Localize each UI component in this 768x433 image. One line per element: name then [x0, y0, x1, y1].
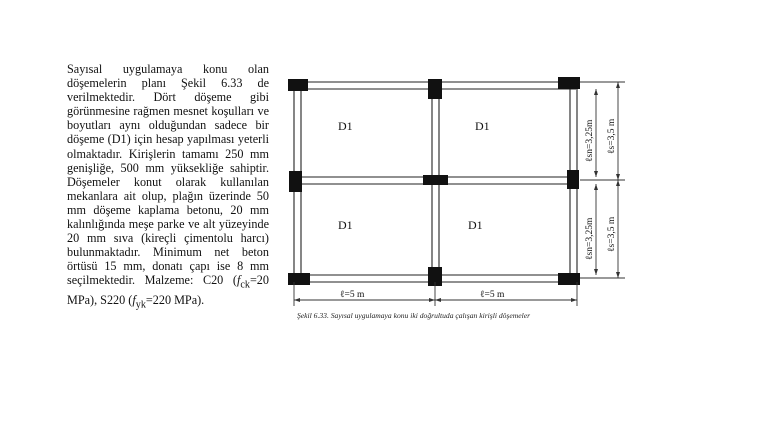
fck-symbol: f [236, 273, 241, 288]
text-segment: =20 MPa), S220 ( [67, 273, 269, 307]
net-span-dimension-bottom: ℓsn=3,25m [585, 217, 595, 260]
column [558, 77, 580, 89]
paragraph-text [67, 62, 269, 312]
slab-plan-drawing [280, 70, 625, 340]
column [567, 170, 579, 189]
text-segment: de verilmektedir. Dört döşeme gibi görünmesine rağmen mesnet koşulları ve boyutları aynı olduğundan sadece bir döşeme (D1) için hesap yapılması yeterli olmaktadır. Kirişlerin tamamı 250 mm genişliğe, 500 mm yüksekliğe sahiptir. Döşemeler konut olarak kullanılan mekanlara ait olup, plağın üzerinde 50 mm döşeme kaplama betonu, 20 mm kalınlığında meşe parke ve alt yüzeyinde 20 mm sıva (kireçli çimentolu harcı) bulunmaktadır. Minimum net beton örtüsü 15 mm, donatı çapı ise 8 mm seçilmektedir. Malzeme: C20 ( [67, 76, 269, 288]
text-segment: Sayısal uygulamaya konu olan döşemelerin planı [67, 62, 269, 91]
span-dimension-bottom: ℓs=3,5 m [607, 216, 617, 252]
column [289, 171, 302, 192]
figure-caption: Şekil 6.33. Sayısal uygulamaya konu iki doğrultuda çalışan kirişli döşemeler [297, 311, 531, 320]
fyk-subscript: yk [135, 299, 146, 311]
dimension-lines [294, 82, 625, 306]
column [428, 79, 442, 99]
slab-label: D1 [475, 119, 490, 133]
column [288, 79, 308, 91]
fck-subscript: ck [240, 279, 250, 291]
slab-plan-figure [280, 70, 625, 340]
slab-label: D1 [468, 218, 483, 232]
dimension-arrows [294, 82, 620, 302]
fyk-symbol: f [132, 292, 136, 307]
span-dimension-top: ℓs=3,5 m [607, 118, 617, 154]
net-span-dimension-top: ℓsn=3,25m [585, 119, 595, 162]
span-dimension-right: ℓ=5 m [480, 290, 505, 300]
body-paragraph [67, 62, 269, 312]
columns [288, 77, 580, 286]
span-dimension-left: ℓ=5 m [340, 290, 365, 300]
slab-label: D1 [338, 119, 353, 133]
column [423, 175, 448, 185]
text-segment: =220 MPa). [145, 292, 205, 307]
figure-reference: Şekil 6.33 [181, 76, 243, 91]
column [288, 273, 310, 285]
slab-label: D1 [338, 218, 353, 232]
